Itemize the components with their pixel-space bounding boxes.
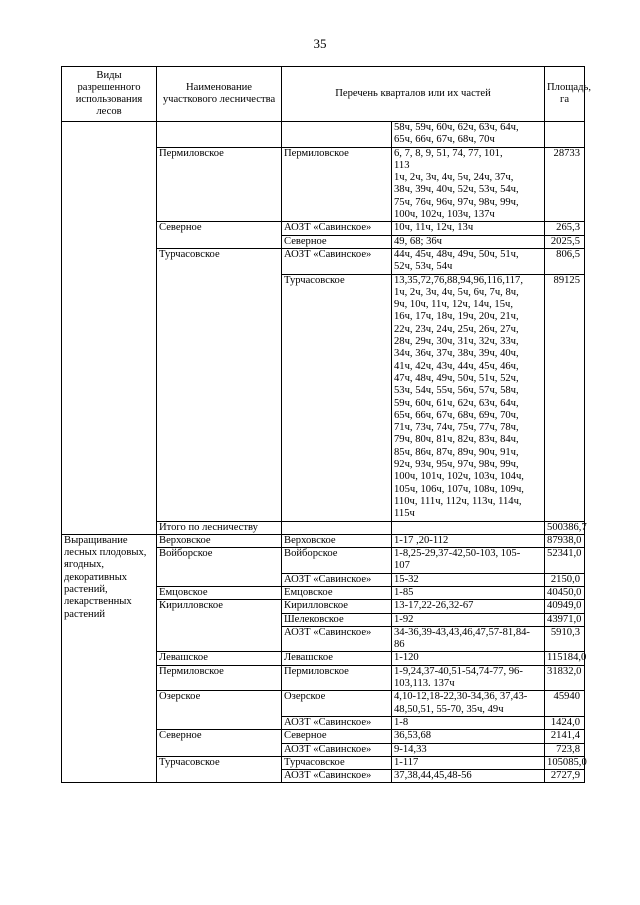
quarters-cell bbox=[392, 730, 545, 743]
subdistrict-cell: Северное bbox=[282, 235, 392, 248]
area-cell: 265,3 bbox=[545, 222, 585, 235]
subdistrict-cell bbox=[282, 521, 392, 534]
quarters-line: 1ч, 2ч, 3ч, 4ч, 5ч, 6ч, 7ч, 8ч, bbox=[394, 286, 519, 298]
quarters-line: 13,35,72,76,88,94,96,116,117, bbox=[394, 274, 523, 286]
area-cell: 52341,0 bbox=[545, 548, 585, 574]
quarters-line: 49, 68; 36ч bbox=[394, 235, 442, 247]
subdistrict-cell: АОЗТ «Савинское» bbox=[282, 770, 392, 783]
quarters-cell bbox=[392, 235, 545, 248]
quarters-line: 65ч, 66ч, 67ч, 68ч, 69ч, 70ч, bbox=[394, 409, 519, 421]
quarters-line: 44ч, 45ч, 48ч, 49ч, 50ч, 51ч, bbox=[394, 248, 519, 260]
quarters-cell bbox=[392, 274, 545, 521]
header-use-types: Виды разрешенного использования лесов bbox=[62, 67, 157, 122]
quarters-line: 110ч, 111ч, 112ч, 113ч, 114ч, bbox=[394, 495, 522, 507]
area-cell bbox=[545, 122, 585, 148]
subdistrict-cell: АОЗТ «Савинское» bbox=[282, 716, 392, 729]
table-header-row bbox=[62, 67, 585, 122]
quarters-line: 34ч, 36ч, 37ч, 38ч, 39ч, 40ч, bbox=[394, 348, 519, 360]
quarters-line: 34-36,39-43,43,46,47,57-81,84- bbox=[394, 626, 530, 638]
area-cell: 31832,0 bbox=[545, 665, 585, 691]
district-cell: Пермиловское bbox=[157, 147, 282, 222]
quarters-cell bbox=[392, 652, 545, 665]
area-cell: 43971,0 bbox=[545, 613, 585, 626]
district-cell bbox=[157, 274, 282, 521]
subdistrict-cell: Войборское bbox=[282, 548, 392, 574]
header-area: Площадь, га bbox=[545, 67, 585, 122]
quarters-cell bbox=[392, 613, 545, 626]
district-cell bbox=[157, 573, 282, 586]
district-cell: Турчасовское bbox=[157, 248, 282, 274]
quarters-line: 16ч, 17ч, 18ч, 19ч, 20ч, 21ч, bbox=[394, 311, 519, 323]
area-cell: 115184,0 bbox=[545, 652, 585, 665]
subdistrict-cell: Верховское bbox=[282, 534, 392, 547]
district-cell: Итого по лесничеству bbox=[157, 521, 282, 534]
area-cell: 89125 bbox=[545, 274, 585, 521]
subdistrict-cell: АОЗТ «Савинское» bbox=[282, 626, 392, 652]
quarters-line: 65ч, 66ч, 67ч, 68ч, 70ч bbox=[394, 134, 495, 146]
quarters-line: 48,50,51, 55-70, 35ч, 49ч bbox=[394, 703, 504, 715]
quarters-line: 38ч, 39ч, 40ч, 52ч, 53ч, 54ч, bbox=[394, 184, 519, 196]
use-type-cell bbox=[62, 122, 157, 535]
subdistrict-cell: Шелековское bbox=[282, 613, 392, 626]
quarters-cell bbox=[392, 534, 545, 547]
district-cell bbox=[157, 716, 282, 729]
subdistrict-cell: АОЗТ «Савинское» bbox=[282, 573, 392, 586]
header-district: Наименование участкового лесничества bbox=[157, 67, 282, 122]
quarters-line: 115ч bbox=[394, 508, 415, 520]
district-cell: Озерское bbox=[157, 691, 282, 717]
district-cell: Пермиловское bbox=[157, 665, 282, 691]
quarters-line: 6, 7, 8, 9, 51, 74, 77, 101, bbox=[394, 147, 503, 159]
area-cell: 723,8 bbox=[545, 743, 585, 756]
quarters-cell bbox=[392, 716, 545, 729]
district-cell: Войборское bbox=[157, 548, 282, 574]
quarters-line: 1ч, 2ч, 3ч, 4ч, 5ч, 24ч, 37ч, bbox=[394, 172, 514, 184]
quarters-line: 1-9,24,37-40,51-54,74-77, 96- bbox=[394, 665, 523, 677]
subdistrict-cell: Левашское bbox=[282, 652, 392, 665]
subdistrict-cell: Озерское bbox=[282, 691, 392, 717]
quarters-line: 1-85 bbox=[394, 586, 414, 598]
area-cell: 2150,0 bbox=[545, 573, 585, 586]
quarters-line: 113 bbox=[394, 159, 410, 171]
district-cell bbox=[157, 613, 282, 626]
quarters-line: 9-14,33 bbox=[394, 743, 427, 755]
district-cell: Северное bbox=[157, 730, 282, 743]
area-cell: 87938,0 bbox=[545, 534, 585, 547]
quarters-line: 36,53,68 bbox=[394, 730, 432, 742]
quarters-line: 52ч, 53ч, 54ч bbox=[394, 261, 453, 273]
district-cell bbox=[157, 743, 282, 756]
quarters-line: 79ч, 80ч, 81ч, 82ч, 83ч, 84ч, bbox=[394, 434, 519, 446]
quarters-line: 85ч, 86ч, 87ч, 89ч, 90ч, 91ч, bbox=[394, 446, 519, 458]
district-cell: Турчасовское bbox=[157, 756, 282, 769]
quarters-line: 71ч, 73ч, 74ч, 75ч, 77ч, 78ч, bbox=[394, 422, 519, 434]
area-cell: 40450,0 bbox=[545, 586, 585, 599]
subdistrict-cell: Кирилловское bbox=[282, 600, 392, 613]
quarters-line: 13-17,22-26,32-67 bbox=[394, 600, 474, 612]
subdistrict-cell: АОЗТ «Савинское» bbox=[282, 248, 392, 274]
quarters-cell bbox=[392, 573, 545, 586]
quarters-line: 53ч, 54ч, 55ч, 56ч, 57ч, 58ч, bbox=[394, 385, 519, 397]
subdistrict-cell bbox=[282, 122, 392, 148]
table-row bbox=[62, 122, 585, 148]
quarters-line: 9ч, 10ч, 11ч, 12ч, 14ч, 15ч, bbox=[394, 299, 513, 311]
subdistrict-cell: Емцовское bbox=[282, 586, 392, 599]
area-cell: 2141,4 bbox=[545, 730, 585, 743]
district-cell: Северное bbox=[157, 222, 282, 235]
header-quarters: Перечень кварталов или их частей bbox=[282, 67, 545, 122]
quarters-cell bbox=[392, 122, 545, 148]
quarters-line: 41ч, 42ч, 43ч, 44ч, 45ч, 46ч, bbox=[394, 360, 519, 372]
area-cell: 40949,0 bbox=[545, 600, 585, 613]
quarters-cell bbox=[392, 665, 545, 691]
area-cell: 806,5 bbox=[545, 248, 585, 274]
quarters-line: 22ч, 23ч, 24ч, 25ч, 26ч, 27ч, bbox=[394, 323, 519, 335]
area-cell: 2025,5 bbox=[545, 235, 585, 248]
quarters-cell bbox=[392, 248, 545, 274]
quarters-cell bbox=[392, 756, 545, 769]
table-row bbox=[62, 534, 585, 547]
area-cell: 45940 bbox=[545, 691, 585, 717]
subdistrict-cell: Северное bbox=[282, 730, 392, 743]
area-cell: 105085,0 bbox=[545, 756, 585, 769]
quarters-line: 58ч, 59ч, 60ч, 62ч, 63ч, 64ч, bbox=[394, 122, 519, 133]
quarters-line: 10ч, 11ч, 12ч, 13ч bbox=[394, 222, 474, 234]
use-type-cell: Выращивание лесных плодовых, ягодных, декоративных растений, лекарственных растений bbox=[62, 534, 157, 783]
area-cell: 500386,7 bbox=[545, 521, 585, 534]
district-cell bbox=[157, 122, 282, 148]
subdistrict-cell: Турчасовское bbox=[282, 274, 392, 521]
subdistrict-cell: Турчасовское bbox=[282, 756, 392, 769]
quarters-line: 107 bbox=[394, 560, 410, 572]
district-cell bbox=[157, 770, 282, 783]
quarters-line: 86 bbox=[394, 639, 405, 651]
quarters-cell bbox=[392, 691, 545, 717]
quarters-line: 1-92 bbox=[394, 613, 414, 625]
quarters-line: 28ч, 29ч, 30ч, 31ч, 32ч, 33ч, bbox=[394, 336, 519, 348]
quarters-line: 37,38,44,45,48-56 bbox=[394, 770, 472, 782]
quarters-line: 100ч, 101ч, 102ч, 103ч, 104ч, bbox=[394, 471, 524, 483]
page-number: 35 bbox=[313, 36, 327, 51]
district-cell: Верховское bbox=[157, 534, 282, 547]
quarters-line: 100ч, 102ч, 103ч, 137ч bbox=[394, 209, 495, 221]
quarters-cell bbox=[392, 147, 545, 222]
district-cell bbox=[157, 235, 282, 248]
quarters-line: 15-32 bbox=[394, 573, 419, 585]
subdistrict-cell: Пермиловское bbox=[282, 147, 392, 222]
district-cell: Емцовское bbox=[157, 586, 282, 599]
quarters-line: 1-8 bbox=[394, 716, 409, 728]
subdistrict-cell: Пермиловское bbox=[282, 665, 392, 691]
quarters-line: 1-120 bbox=[394, 652, 419, 664]
quarters-cell bbox=[392, 548, 545, 574]
quarters-line: 1-117 bbox=[394, 756, 419, 768]
quarters-cell bbox=[392, 770, 545, 783]
quarters-line: 1-17 ,20-112 bbox=[394, 534, 449, 546]
quarters-line: 92ч, 93ч, 95ч, 97ч, 98ч, 99ч, bbox=[394, 459, 519, 471]
quarters-line: 59ч, 60ч, 61ч, 62ч, 63ч, 64ч, bbox=[394, 397, 519, 409]
quarters-cell bbox=[392, 626, 545, 652]
district-cell: Кирилловское bbox=[157, 600, 282, 613]
subdistrict-cell: АОЗТ «Савинское» bbox=[282, 222, 392, 235]
area-cell: 28733 bbox=[545, 147, 585, 222]
area-cell: 5910,3 bbox=[545, 626, 585, 652]
quarters-line: 75ч, 76ч, 96ч, 97ч, 98ч, 99ч, bbox=[394, 196, 519, 208]
quarters-cell bbox=[392, 521, 545, 534]
area-cell: 1424,0 bbox=[545, 716, 585, 729]
district-cell bbox=[157, 626, 282, 652]
district-cell: Левашское bbox=[157, 652, 282, 665]
quarters-line: 103,113. 137ч bbox=[394, 678, 455, 690]
quarters-line: 4,10-12,18-22,30-34,36, 37,43- bbox=[394, 691, 528, 703]
forest-use-table bbox=[61, 66, 591, 783]
quarters-line: 105ч, 106ч, 107ч, 108ч, 109ч, bbox=[394, 483, 524, 495]
quarters-cell bbox=[392, 743, 545, 756]
quarters-line: 1-8,25-29,37-42,50-103, 105- bbox=[394, 548, 521, 560]
quarters-cell bbox=[392, 586, 545, 599]
table-body bbox=[62, 122, 585, 783]
quarters-cell bbox=[392, 600, 545, 613]
subdistrict-cell: АОЗТ «Савинское» bbox=[282, 743, 392, 756]
area-cell: 2727,9 bbox=[545, 770, 585, 783]
quarters-cell bbox=[392, 222, 545, 235]
quarters-line: 47ч, 48ч, 49ч, 50ч, 51ч, 52ч, bbox=[394, 372, 519, 384]
